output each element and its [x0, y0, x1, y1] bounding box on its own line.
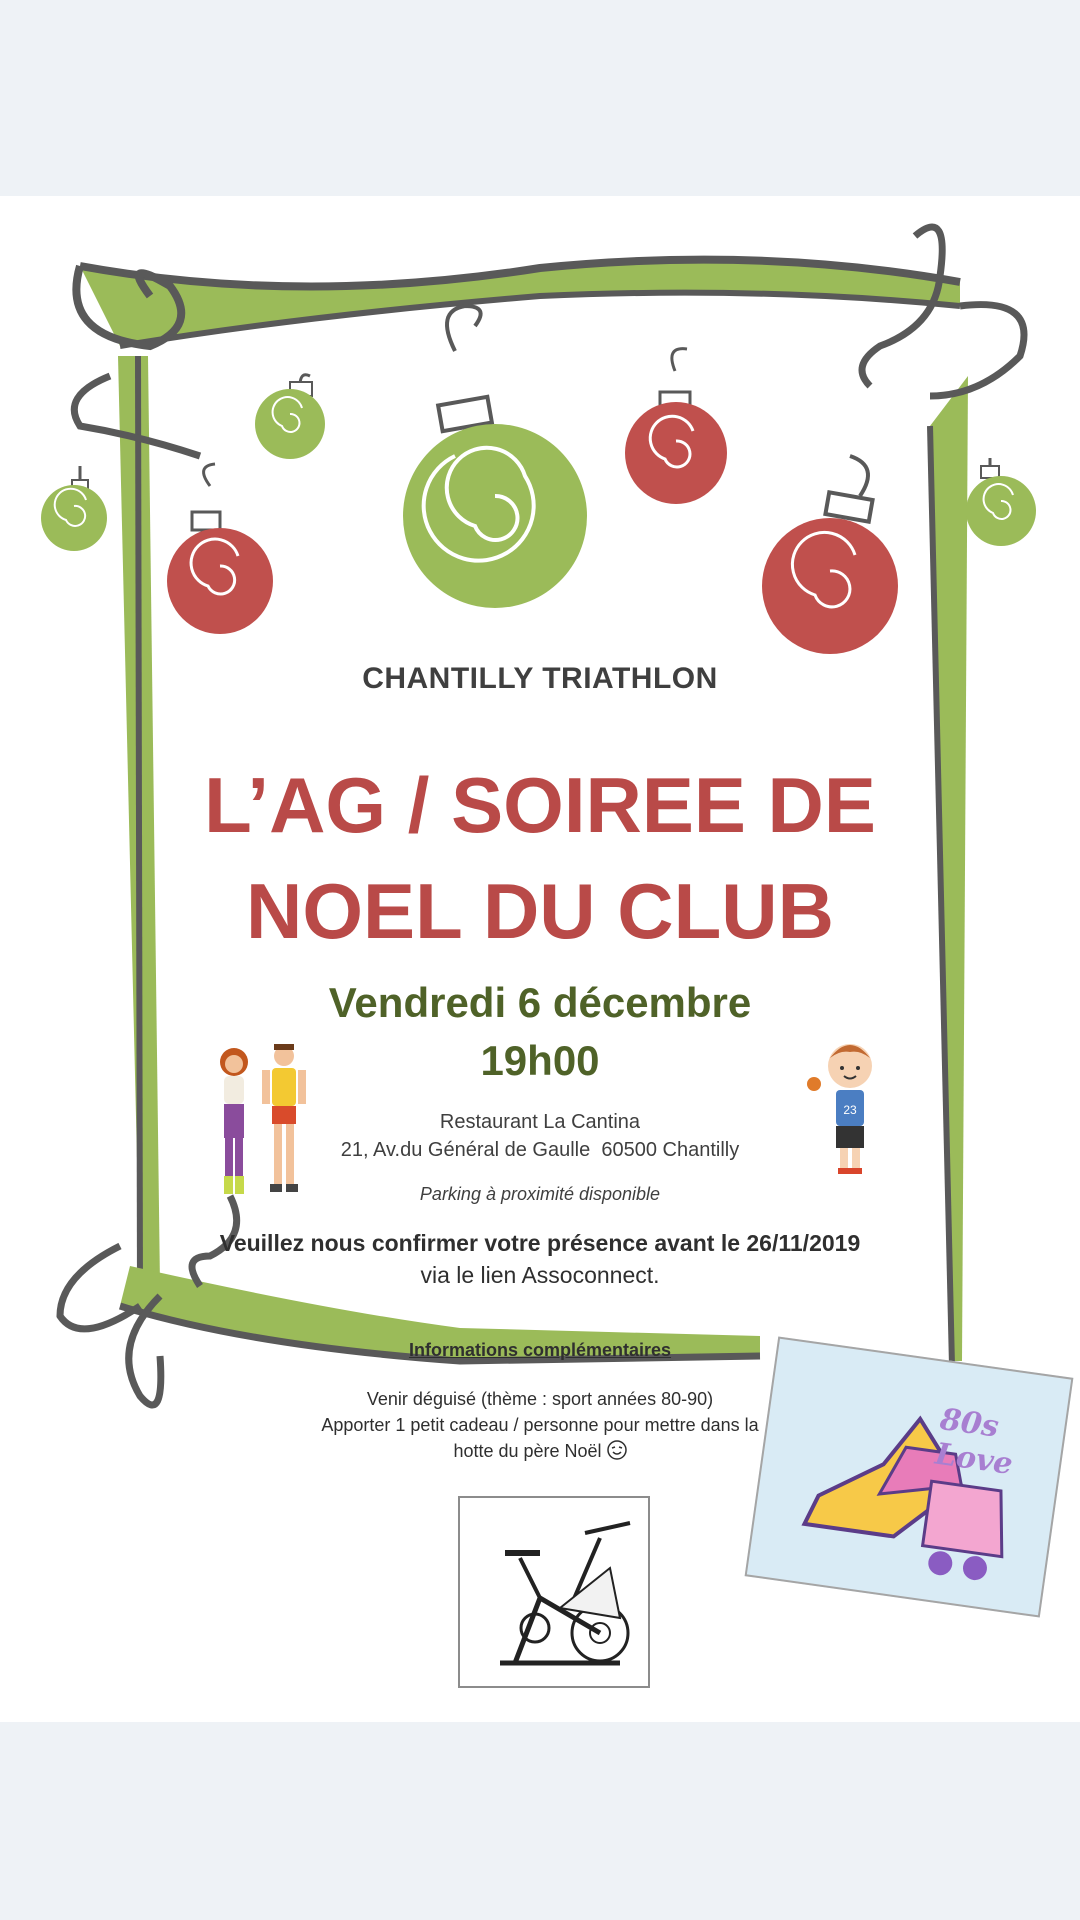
venue-name: Restaurant La Cantina [439, 1111, 641, 1133]
ornament-icon [167, 464, 273, 634]
info-item-text: Apporter 1 petit cadeau / personne pour mettre dans la hotte du père Noël [321, 1415, 759, 1461]
parking-note: Parking à proximité disponible [419, 1184, 661, 1204]
info-item: Venir déguisé (thème : sport années 80-90) [366, 1389, 714, 1409]
boy-basketball-illustration [800, 1034, 890, 1184]
rsvp-link-text: via le lien Assoconnect. [420, 1262, 660, 1288]
fitness-couple-illustration [200, 1036, 330, 1216]
ornament-icon [625, 349, 727, 504]
event-title [0, 752, 1080, 964]
jersey-number: 23 [843, 1103, 857, 1117]
sticker-text: 80s Love [933, 1401, 1015, 1483]
event-datetime [0, 974, 1080, 1090]
ornament-icon [403, 306, 587, 608]
wink-emoji-icon [607, 1440, 627, 1460]
ornament-icon [762, 456, 898, 654]
eighties-love-sticker [745, 1336, 1074, 1617]
poster [0, 196, 1080, 1722]
event-time: 19h00 [480, 1037, 600, 1084]
rsvp-deadline: Veuillez nous confirmer votre présence avant le 26/11/2019 [219, 1230, 861, 1256]
venue [0, 1108, 1080, 1164]
spin-bike-icon [460, 1498, 648, 1686]
ornament-icon [966, 458, 1036, 546]
info-item [305, 1412, 775, 1464]
club-name: CHANTILLY TRIATHLON [362, 662, 718, 695]
spin-bike-photo [458, 1496, 650, 1688]
event-title-line2: NOEL DU CLUB [246, 867, 834, 955]
event-date: Vendredi 6 décembre [328, 979, 752, 1026]
info-heading: Informations complémentaires [408, 1340, 672, 1360]
ornament-icon [41, 466, 107, 551]
venue-address: 21, Av.du Général de Gaulle 60500 Chantilly [340, 1139, 740, 1161]
event-title-line1: L’AG / SOIREE DE [204, 761, 876, 849]
ornament-icon [255, 375, 325, 459]
